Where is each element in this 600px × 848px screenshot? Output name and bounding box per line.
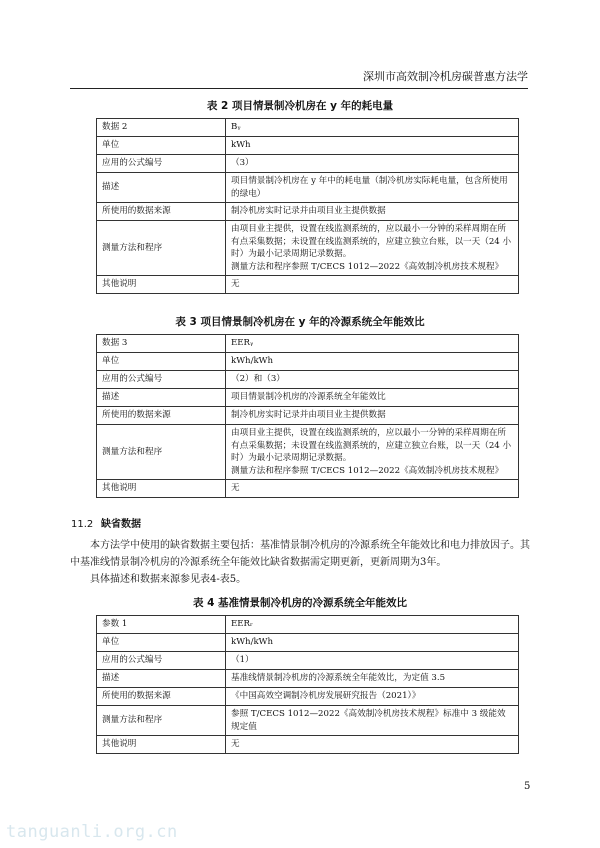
row-value: kWh/kWh	[226, 353, 519, 371]
row-value: 制冷机房实时记录并由项目业主提供数据	[226, 203, 519, 221]
section-heading	[71, 515, 141, 530]
row-value: kWh	[226, 137, 519, 155]
table-row	[97, 736, 519, 754]
table-4	[96, 615, 519, 754]
row-key: 数据 3	[97, 335, 226, 353]
table-3	[96, 334, 519, 498]
page-number: 5	[524, 781, 531, 792]
table-row	[97, 688, 519, 706]
row-value: EERᵣ	[226, 616, 519, 634]
row-key: 单位	[97, 137, 226, 155]
table-row	[97, 335, 519, 353]
table-2	[96, 118, 519, 294]
row-key: 测量方法和程序	[97, 706, 226, 736]
row-key: 参数 1	[97, 616, 226, 634]
row-value: 无	[226, 736, 519, 754]
table-row	[97, 119, 519, 137]
row-key: 其他说明	[97, 736, 226, 754]
row-key: 数据 2	[97, 119, 226, 137]
row-value: EERᵧ	[226, 335, 519, 353]
table-row	[97, 480, 519, 498]
row-key: 所使用的数据来源	[97, 203, 226, 221]
row-key: 描述	[97, 670, 226, 688]
row-key: 其他说明	[97, 276, 226, 294]
table-row	[97, 173, 519, 203]
row-key: 测量方法和程序	[97, 221, 226, 276]
row-key: 应用的公式编号	[97, 652, 226, 670]
table-4-caption: 表 4 基准情景制冷机房的冷源系统全年能效比	[192, 597, 408, 609]
table-2-caption: 表 2 项目情景制冷机房在 y 年的耗电量	[206, 100, 394, 112]
row-key: 描述	[97, 173, 226, 203]
table-row	[97, 407, 519, 425]
section-title: 缺省数据	[101, 519, 141, 530]
table-row	[97, 706, 519, 736]
row-value: 制冷机房实时记录并由项目业主提供数据	[226, 407, 519, 425]
table-row	[97, 425, 519, 480]
table-row	[97, 634, 519, 652]
table-row	[97, 371, 519, 389]
row-key: 应用的公式编号	[97, 155, 226, 173]
document-title: 深圳市高效制冷机房碳普惠方法学	[363, 70, 528, 83]
row-value: Bᵧ	[226, 119, 519, 137]
row-key: 所使用的数据来源	[97, 407, 226, 425]
row-value: 无	[226, 276, 519, 294]
row-value: 项目情景制冷机房的冷源系统全年能效比	[226, 389, 519, 407]
table-row	[97, 652, 519, 670]
row-key: 描述	[97, 389, 226, 407]
row-value: 由项目业主提供，设置在线监测系统的，应以最小一分钟的采样周期在所有点采集数据；未设置在线监测系统的，应建立独立台账，以一天（24 小时）为最小记录周期记录数据。 测量方法和程序参照 T/CECS 1012—2022《高效制冷机房技术规程》	[226, 221, 519, 276]
table-row	[97, 616, 519, 634]
row-value: 基准线情景制冷机房的冷源系统全年能效比，为定值 3.5	[226, 670, 519, 688]
body-paragraph: 本方法学中使用的缺省数据主要包括：基准情景制冷机房的冷源系统全年能效比和电力排放因子。其中基准线情景制冷机房的冷源系统全年能效比缺省数据需定期更新，更新周期为3年。	[70, 540, 530, 568]
row-value: （1）	[226, 652, 519, 670]
body-paragraph: 具体描述和数据来源参见表4-表5。	[90, 574, 247, 585]
table-row	[97, 353, 519, 371]
row-value: 项目情景制冷机房在 y 年中的耗电量（制冷机房实际耗电量，包含所使用的绿电）	[226, 173, 519, 203]
table-row	[97, 221, 519, 276]
table-row	[97, 670, 519, 688]
watermark: tanguanli.org.cn	[6, 822, 178, 842]
row-key: 测量方法和程序	[97, 425, 226, 480]
row-value: （2）和（3）	[226, 371, 519, 389]
section-number: 11.2	[71, 519, 94, 530]
table-row	[97, 137, 519, 155]
row-value: kWh/kWh	[226, 634, 519, 652]
row-key: 单位	[97, 634, 226, 652]
page-header	[70, 64, 528, 89]
row-value: 《中国高效空调制冷机房发展研究报告（2021）》	[226, 688, 519, 706]
row-value: 由项目业主提供，设置在线监测系统的，应以最小一分钟的采样周期在所有点采集数据；未设置在线监测系统的，应建立独立台账，以一天（24 小时）为最小记录周期记录数据。 测量方法和程序参照 T/CECS 1012—2022《高效制冷机房技术规程》	[226, 425, 519, 480]
table-row	[97, 155, 519, 173]
table-row	[97, 276, 519, 294]
table-row	[97, 203, 519, 221]
row-key: 应用的公式编号	[97, 371, 226, 389]
row-key: 所使用的数据来源	[97, 688, 226, 706]
row-value: 参照 T/CECS 1012—2022《高效制冷机房技术规程》标准中 3 级能效规定值	[226, 706, 519, 736]
row-key: 单位	[97, 353, 226, 371]
table-row	[97, 389, 519, 407]
table-3-caption: 表 3 项目情景制冷机房在 y 年的冷源系统全年能效比	[175, 316, 425, 328]
row-value: 无	[226, 480, 519, 498]
row-key: 其他说明	[97, 480, 226, 498]
row-value: （3）	[226, 155, 519, 173]
